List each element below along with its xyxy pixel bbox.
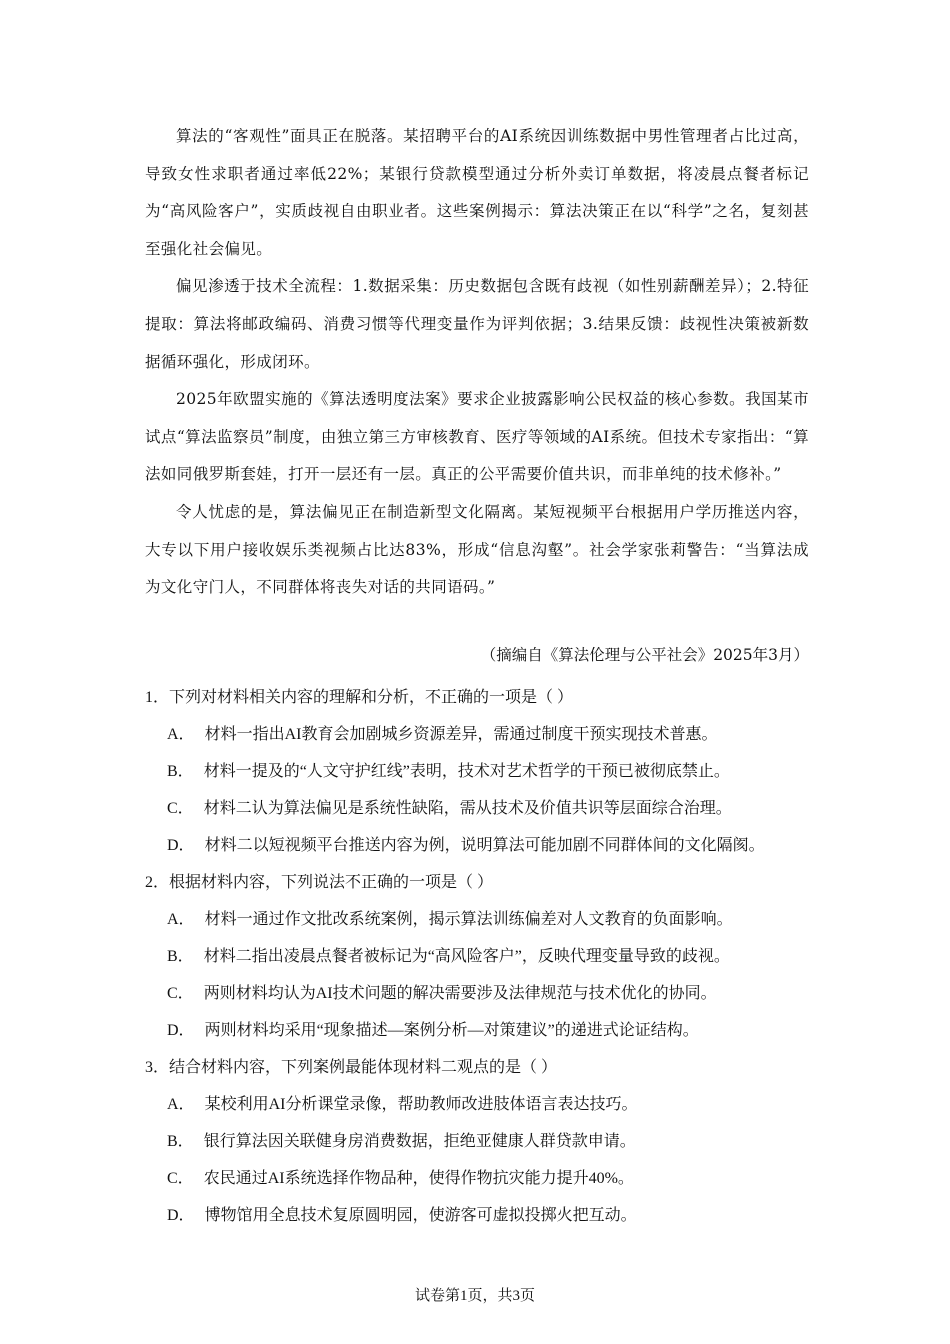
option-letter: A．	[167, 1096, 195, 1113]
question-stem: 3．结合材料内容，下列案例最能体现材料二观点的是（ ）	[145, 1059, 558, 1076]
option-text: 博物馆用全息技术复原圆明园，使游客可虚拟投掷火把互动。	[204, 1207, 637, 1224]
option-text: 材料二认为算法偏见是系统性缺陷，需从技术及价值共识等层面综合治理。	[203, 800, 732, 817]
option-c[interactable]	[145, 790, 825, 827]
option-c[interactable]	[145, 975, 825, 1012]
option-letter: B．	[167, 948, 194, 965]
option-letter: B．	[167, 763, 194, 780]
passage-paragraph: 偏见渗透于技术全流程：1.数据采集：历史数据包含既有歧视（如性别薪酬差异）；2.特征提取：算法将邮政编码、消费习惯等代理变量作为评判依据；3.结果反馈：歧视性决策被新数据循环强化，形成闭环。	[145, 277, 809, 371]
option-a[interactable]	[145, 1086, 825, 1123]
option-letter: C．	[167, 985, 194, 1002]
question-2	[145, 864, 825, 1049]
option-text: 农民通过AI系统选择作物品种，使得作物抗灾能力提升40%。	[203, 1170, 634, 1187]
option-text: 两则材料均认为AI技术问题的解决需要涉及法律规范与技术优化的协同。	[203, 985, 717, 1002]
question-list	[145, 679, 825, 1234]
option-text: 银行算法因关联健身房消费数据，拒绝亚健康人群贷款申请。	[203, 1133, 636, 1150]
option-letter: A．	[167, 911, 195, 928]
option-letter: B．	[167, 1133, 194, 1150]
option-letter: D．	[167, 1207, 195, 1224]
option-text: 材料一指出AI教育会加剧城乡资源差异，需通过制度干预实现技术普惠。	[204, 726, 718, 743]
question-stem: 2．根据材料内容，下列说法不正确的一项是（ ）	[145, 874, 494, 891]
passage-source: （摘编自《算法伦理与公平社会》2025年3月）	[480, 646, 809, 664]
question-1	[145, 679, 825, 864]
option-text: 材料一通过作文批改系统案例，揭示算法训练偏差对人文教育的负面影响。	[204, 911, 733, 928]
option-d[interactable]	[145, 827, 825, 864]
option-text: 材料一提及的“人文守护红线”表明，技术对艺术哲学的干预已被彻底禁止。	[203, 763, 730, 780]
option-b[interactable]	[145, 938, 825, 975]
option-b[interactable]	[145, 1123, 825, 1160]
option-d[interactable]	[145, 1012, 825, 1049]
page-footer: 试卷第1页，共3页	[414, 1288, 535, 1304]
option-d[interactable]	[145, 1197, 825, 1234]
option-text: 两则材料均采用“现象描述—案例分析—对策建议”的递进式论证结构。	[204, 1022, 699, 1039]
passage-paragraph: 令人忧虑的是，算法偏见正在制造新型文化隔离。某短视频平台根据用户学历推送内容，大专以下用户接收娱乐类视频占比达83%，形成“信息沟壑”。社会学家张莉警告：“当算法成为文化守门人，不同群体将丧失对话的共同语码。”	[145, 502, 809, 597]
option-text: 材料二以短视频平台推送内容为例，说明算法可能加剧不同群体间的文化隔阂。	[204, 837, 765, 854]
reading-passage	[145, 118, 809, 607]
option-a[interactable]	[145, 716, 825, 753]
passage-paragraph: 算法的“客观性”面具正在脱落。某招聘平台的AI系统因训练数据中男性管理者占比过高，导致女性求职者通过率低22%；某银行贷款模型通过分析外卖订单数据，将凌晨点餐者标记为“高风险客户”，实质歧视自由职业者。这些案例揭示：算法决策正在以“科学”之名，复刻甚至强化社会偏见。	[145, 127, 809, 258]
question-3	[145, 1049, 825, 1234]
option-text: 材料二指出凌晨点餐者被标记为“高风险客户”，反映代理变量导致的歧视。	[203, 948, 730, 965]
option-b[interactable]	[145, 753, 825, 790]
option-text: 某校利用AI分析课堂录像，帮助教师改进肢体语言表达技巧。	[204, 1096, 638, 1113]
option-letter: D．	[167, 837, 195, 854]
option-letter: A．	[167, 726, 195, 743]
option-letter: C．	[167, 800, 194, 817]
option-letter: D．	[167, 1022, 195, 1039]
option-a[interactable]	[145, 901, 825, 938]
question-stem: 1．下列对材料相关内容的理解和分析，不正确的一项是（ ）	[145, 689, 574, 706]
option-c[interactable]	[145, 1160, 825, 1197]
option-letter: C．	[167, 1170, 194, 1187]
passage-paragraph: 2025年欧盟实施的《算法透明度法案》要求企业披露影响公民权益的核心参数。我国某市试点“算法监察员”制度，由独立第三方审核教育、医疗等领域的AI系统。但技术专家指出：“算法如同俄罗斯套娃，打开一层还有一层。真正的公平需要价值共识，而非单纯的技术修补。”	[145, 390, 809, 484]
